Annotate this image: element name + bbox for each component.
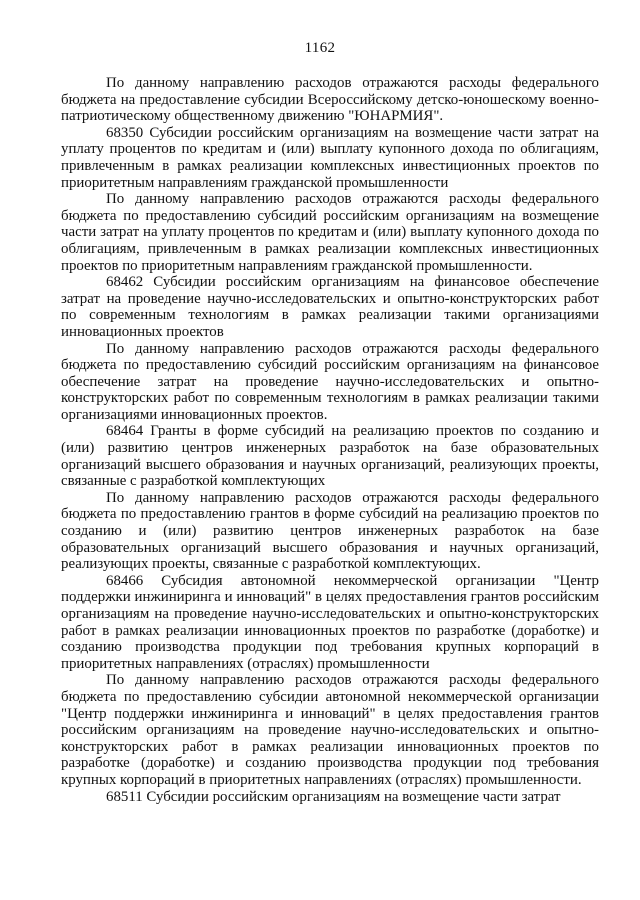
paragraph-68462-heading: 68462 Субсидии российским организациям на финансовое обеспечение затрат на проведение научно-исследовательских и опытно-конструкторских работ по современным технологиям в рамках реализации такими организациями инновационных проектов <box>61 274 599 340</box>
paragraph-68464-heading: 68464 Гранты в форме субсидий на реализацию проектов по созданию и (или) развитию центров инженерных разработок на базе образовательных организаций высшего образования и научных организаций, реализующих проекты, связанные с разработкой комплектующих <box>61 423 599 490</box>
paragraph-68350-heading: 68350 Субсидии российским организациям на возмещение части затрат на уплату процентов по кредитам и (или) выплату купонного дохода по облигациям, привлеченным в рамках реализации комплексных инвестиционных проектов по приоритетным направлениям гражданской промышленности <box>61 124 599 191</box>
paragraph-68466-description: По данному направлению расходов отражаются расходы федерального бюджета по предоставлению субсидии автономной некоммерческой организации "Центр поддержки инжиниринга и инноваций" в целях предоставления грантов российским организациям на проведение научно-исследовательских и опытно-конструкторских работ в рамках реализации инновационных проектов по разработке (доработке) и созданию производства продукции под требования крупных корпораций в приоритетных направлениях (отраслях) промышленности. <box>61 672 599 788</box>
paragraph-68350-description: По данному направлению расходов отражаются расходы федерального бюджета по предоставлению субсидий российским организациям на возмещение части затрат на уплату процентов по кредитам и (или) выплату купонного дохода по облигациям, привлеченным в рамках реализации комплексных инвестиционных проектов по приоритетным направлениям гражданской промышленности. <box>61 191 599 274</box>
paragraph-68462-description: По данному направлению расходов отражаются расходы федерального бюджета по предоставлению субсидий российским организациям на финансовое обеспечение затрат на проведение научно-исследовательских и опытно-конструкторских работ по современным технологиям в рамках реализации такими организациями инновационных проектов. <box>61 340 599 423</box>
page-number: 1162 <box>304 40 336 56</box>
paragraph-68464-description: По данному направлению расходов отражаются расходы федерального бюджета по предоставлению грантов в форме субсидий на реализацию проектов по созданию и (или) развитию центров инженерных разработок на базе образовательных организаций высшего образования и научных организаций, реализующих проекты, связанные с разработкой комплектующих. <box>61 489 599 573</box>
document-body <box>61 75 599 805</box>
paragraph-68466-heading: 68466 Субсидия автономной некоммерческой организации "Центр поддержки инжиниринга и инноваций" в целях предоставления грантов российским организациям на проведение научно-исследовательских и опытно-конструкторских работ в рамках реализации инновационных проектов по разработке (доработке) и созданию производства продукции под требования крупных корпораций в приоритетных направлениях (отраслях) промышленности <box>61 572 599 672</box>
paragraph-yunarmiya-description: По данному направлению расходов отражаются расходы федерального бюджета на предоставление субсидии Всероссийскому детско-юношескому военно-патриотическому общественному движению "ЮНАРМИЯ". <box>61 75 599 125</box>
paragraph-68511-heading: 68511 Субсидии российским организациям на возмещение части затрат <box>106 788 561 805</box>
